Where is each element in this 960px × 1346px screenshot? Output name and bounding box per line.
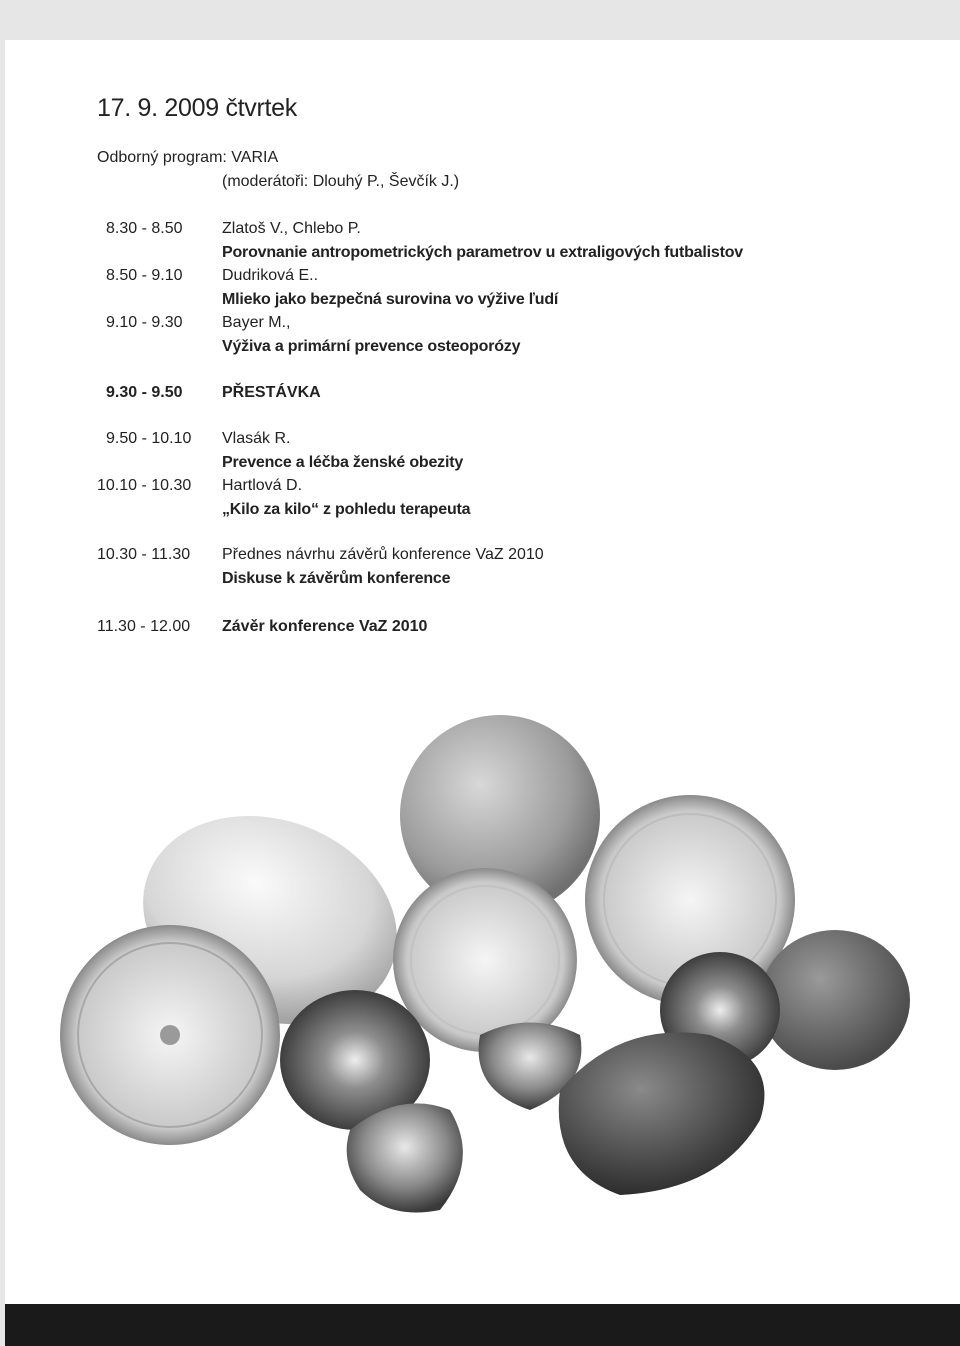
time-slot: 10.10 - 10.30 bbox=[97, 477, 192, 494]
speaker: Zlatoš V., Chlebo P. bbox=[222, 220, 361, 237]
time-slot: 9.10 - 9.30 bbox=[106, 314, 183, 331]
strawberry-icon bbox=[559, 1032, 765, 1195]
time-slot: 9.50 - 10.10 bbox=[106, 430, 192, 447]
talk-title: Výživa a primární prevence osteoporózy bbox=[222, 338, 521, 355]
footer-bar bbox=[5, 1304, 960, 1346]
time-slot: 11.30 - 12.00 bbox=[97, 618, 191, 635]
speaker: Bayer M., bbox=[222, 314, 291, 331]
talk-title: „Kilo za kilo“ z pohledu terapeuta bbox=[222, 501, 471, 518]
moderators: (moderátoři: Dlouhý P., Ševčík J.) bbox=[222, 173, 460, 190]
time-slot: 8.30 - 8.50 bbox=[106, 220, 183, 237]
program-label: Odborný program: VARIA bbox=[97, 149, 279, 166]
talk-title: Porovnanie antropometrických parametrov u extraligových futbalistov bbox=[222, 244, 743, 261]
time-slot: 8.50 - 9.10 bbox=[106, 267, 183, 284]
talk-title: Diskuse k závěrům konference bbox=[222, 570, 451, 587]
talk-title: Mlieko jako bezpečná surovina vo výžive ľudí bbox=[222, 291, 559, 308]
page-title: 17. 9. 2009 čtvrtek bbox=[97, 94, 297, 122]
speaker: Vlasák R. bbox=[222, 430, 291, 447]
closing-label: Závěr konference VaZ 2010 bbox=[222, 618, 428, 635]
time-slot: 9.30 - 9.50 bbox=[106, 384, 183, 401]
break-label: PŘESTÁVKA bbox=[222, 384, 321, 401]
half-orange-icon bbox=[60, 925, 280, 1145]
talk-title: Prevence a léčba ženské obezity bbox=[222, 454, 464, 471]
speaker: Dudriková E.. bbox=[222, 267, 319, 284]
kiwi-icon bbox=[760, 930, 910, 1070]
fruit-illustration bbox=[60, 690, 910, 1220]
speaker: Přednes návrhu závěrů konference VaZ 2010 bbox=[222, 546, 544, 563]
time-slot: 10.30 - 11.30 bbox=[97, 546, 191, 563]
speaker: Hartlová D. bbox=[222, 477, 303, 494]
